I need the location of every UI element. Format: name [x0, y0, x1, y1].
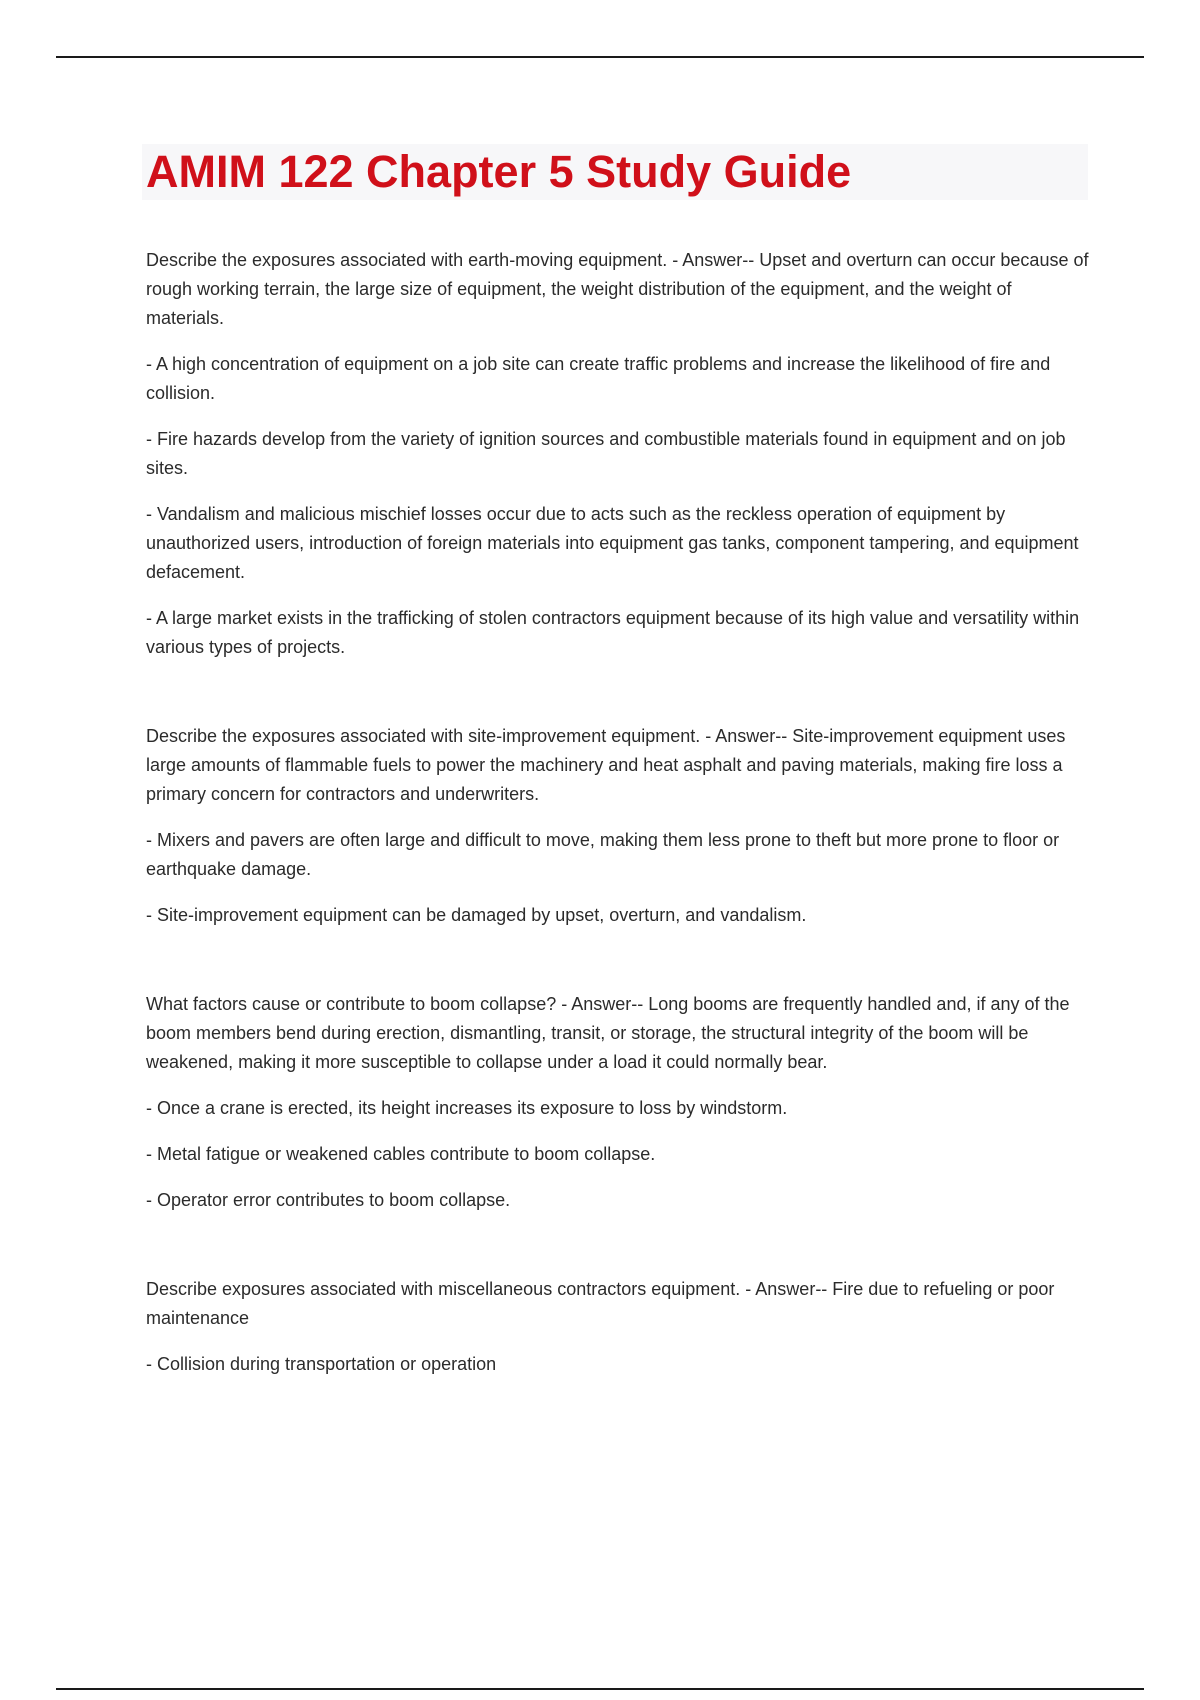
answer-bullet: - Once a crane is erected, its height increases its exposure to loss by windstorm. — [146, 1098, 788, 1118]
question-answer: Describe the exposures associated with earth-moving equipment. - Answer-- Upset and overturn can occur because of rough working terrain, the large size of equipment, the weight distribution of the equipment, and the weight of materials. — [146, 250, 1089, 328]
answer-bullet: - A large market exists in the trafficking of stolen contractors equipment because of its high value and versatility within various types of projects. — [146, 608, 1080, 657]
qa-block-miscellaneous — [146, 1275, 1090, 1379]
qa-block-site-improvement — [146, 722, 1090, 930]
answer-bullet: - Operator error contributes to boom collapse. — [146, 1190, 511, 1210]
bottom-rule — [56, 1688, 1144, 1690]
top-rule — [56, 56, 1144, 58]
answer-bullet: - Site-improvement equipment can be damaged by upset, overturn, and vandalism. — [146, 905, 807, 925]
answer-bullet: - Mixers and pavers are often large and difficult to move, making them less prone to theft but more prone to floor or earthquake damage. — [146, 830, 1060, 879]
answer-bullet: - Vandalism and malicious mischief losses occur due to acts such as the reckless operation of equipment by unauthorized users, introduction of foreign materials into equipment gas tanks, component tampering, and equipment defacement. — [146, 504, 1079, 582]
document-body — [146, 246, 1090, 1439]
question-answer: Describe the exposures associated with site-improvement equipment. - Answer-- Site-improvement equipment uses large amounts of flammable fuels to power the machinery and heat asphalt and paving materials, making fire loss a primary concern for contractors and underwriters. — [146, 726, 1066, 804]
answer-bullet: - Fire hazards develop from the variety of ignition sources and combustible materials found in equipment and on job sites. — [146, 429, 1066, 478]
question-answer: What factors cause or contribute to boom collapse? - Answer-- Long booms are frequently handled and, if any of the boom members bend during erection, dismantling, transit, or storage, the structural integrity of the boom will be weakened, making it more susceptible to collapse under a load it could normally bear. — [146, 994, 1070, 1072]
qa-block-earth-moving — [146, 246, 1090, 662]
document-title: AMIM 122 Chapter 5 Study Guide — [146, 146, 852, 197]
answer-bullet: - A high concentration of equipment on a job site can create traffic problems and increase the likelihood of fire and collision. — [146, 354, 1051, 403]
answer-bullet: - Collision during transportation or operation — [146, 1354, 497, 1374]
question-answer: Describe exposures associated with miscellaneous contractors equipment. - Answer-- Fire due to refueling or poor maintenance — [146, 1279, 1055, 1328]
qa-block-boom-collapse — [146, 990, 1090, 1215]
answer-bullet: - Metal fatigue or weakened cables contribute to boom collapse. — [146, 1144, 656, 1164]
